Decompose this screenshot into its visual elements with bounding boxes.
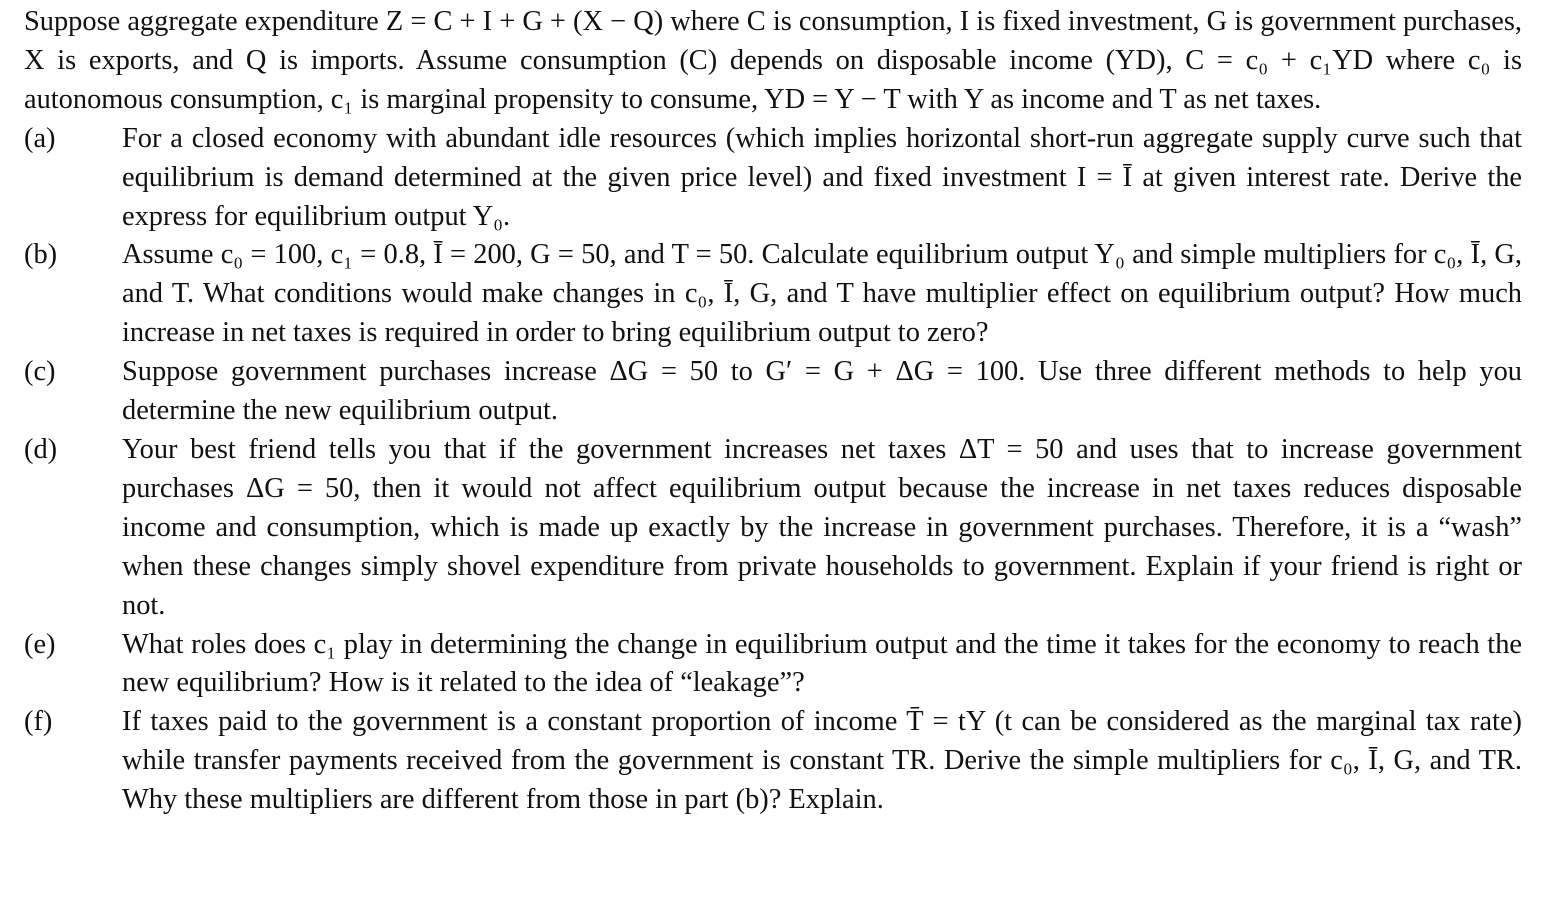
question-b (24, 236, 1522, 353)
question-label: (f) (24, 706, 53, 738)
question-label: (d) (24, 433, 58, 465)
question-text: Assume c₀ = 100, c₁ = 0.8, Ī = 200, G = 50, and T = 50. Calculate equilibrium output Y₀ and simple multipliers for c₀, Ī, G, and T. What conditions would make changes in c₀, Ī, G, and T have multiplier effect on equilibrium output? How much increase in net taxes is required in order to bring equilibrium output to zero? (122, 239, 1522, 349)
question-e (24, 626, 1522, 704)
question-text: For a closed economy with abundant idle resources (which implies horizontal short-run aggregate supply curve such that equilibrium is demand determined at the given price level) and fixed investment I = Ī at given interest rate. Derive the express for equilibrium output Y₀. (122, 122, 1522, 232)
question-f (24, 703, 1522, 820)
question-label: (c) (24, 356, 56, 388)
question-a (24, 120, 1522, 237)
intro-paragraph: Suppose aggregate expenditure Z = C + I + G + (X − Q) where C is consumption, I is fixed investment, G is government purchases, X is exports, and Q is imports. Assume consumption (C) depends on disposable income (YD), C = c₀ + c₁YD where c₀ is autonomous consumption, c₁ is marginal propensity to consume, YD = Y − T with Y as income and T as net taxes. (24, 6, 1522, 115)
question-d (24, 431, 1522, 626)
question-text: Your best friend tells you that if the government increases net taxes ΔT = 50 and uses that to increase government purchases ΔG = 50, then it would not affect equilibrium output because the increase in net taxes reduces disposable income and consumption, which is made up exactly by the increase in government purchases. Therefore, it is a “wash” when these changes simply shovel expenditure from private households to government. Explain if your friend is right or not. (122, 433, 1522, 621)
question-c (24, 353, 1522, 431)
question-text: What roles does c₁ play in determining the change in equilibrium output and the time it takes for the economy to reach the new equilibrium? How is it related to the idea of “leakage”? (122, 628, 1522, 699)
question-label: (b) (24, 239, 58, 271)
question-label: (e) (24, 628, 56, 660)
question-text: Suppose government purchases increase ΔG = 50 to G′ = G + ΔG = 100. Use three different methods to help you determine the new equilibrium output. (122, 356, 1522, 427)
document-page (24, 3, 1522, 820)
question-label: (a) (24, 122, 56, 154)
question-text: If taxes paid to the government is a constant proportion of income T̄ = tY (t can be considered as the marginal tax rate) while transfer payments received from the government is constant TR. Derive the simple multipliers for c₀, Ī, G, and TR. Why these multipliers are different from those in part (b)? Explain. (122, 706, 1522, 816)
